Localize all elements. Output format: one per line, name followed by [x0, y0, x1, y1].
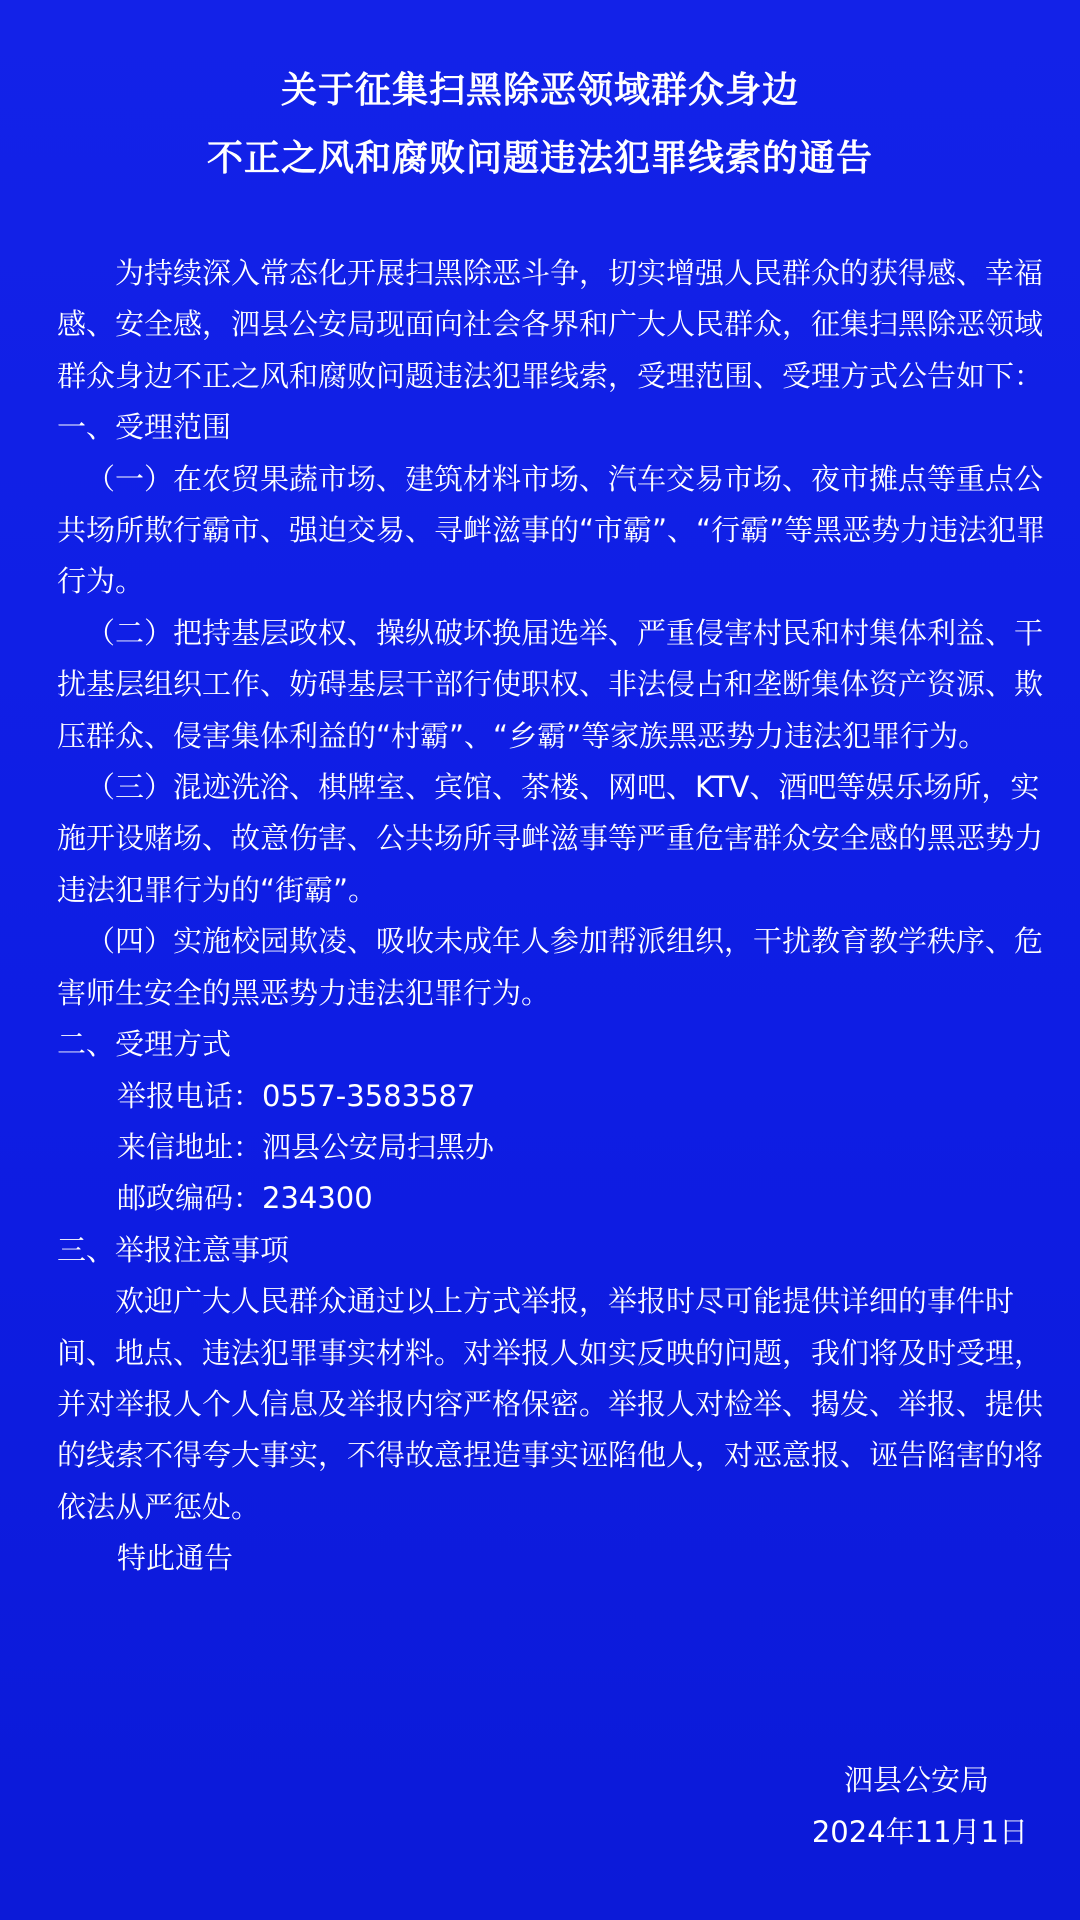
mail-address: 来信地址：泗县公安局扫黑办: [117, 1129, 495, 1164]
section-1-heading: 一、受理范围: [57, 410, 232, 445]
section-1-item-3: （三）混迹洗浴、棋牌室、宾馆、茶楼、网吧、KTV、酒吧等娱乐场所，实施开设赌场、故意伤害、公共场所寻衅滋事等严重危害群众安全感的黑恶势力违法犯罪行为的“街霸”。: [57, 770, 1044, 907]
section-1-item-1: （一）在农贸果蔬市场、建筑材料市场、汽车交易市场、夜市摊点等重点公共场所欺行霸市、强迫交易、寻衅滋事的“市霸”、“行霸”等黑恶势力违法犯罪行为。: [57, 461, 1046, 599]
notice-title-line-1: 关于征集扫黑除恶领域群众身边: [280, 70, 799, 111]
signature-date: 2024年11月1日: [811, 1815, 1028, 1849]
notice-body: [57, 248, 1052, 1585]
section-3-paragraph: 欢迎广大人民群众通过以上方式举报，举报时尽可能提供详细的事件时间、地点、违法犯罪事实材料。对举报人如实反映的问题，我们将及时受理，并对举报人个人信息及举报内容严格保密。举报人对检举、揭发、举报、提供的线索不得夸大事实，不得故意捏造事实诬陷他人，对恶意报、诬告陷害的将依法从严惩处。: [57, 1284, 1044, 1524]
intro-paragraph: 为持续深入常态化开展扫黑除恶斗争，切实增强人民群众的获得感、幸福感、安全感，泗县公安局现面向社会各界和广大人民群众，征集扫黑除恶领域群众身边不正之风和腐败问题违法犯罪线索，受理范围、受理方式公告如下：: [57, 256, 1044, 393]
signature-organization: 泗县公安局: [843, 1763, 989, 1797]
section-1-item-2: （二）把持基层政权、操纵破坏换届选举、严重侵害村民和村集体利益、干扰基层组织工作、妨碍基层干部行使职权、非法侵占和垄断集体资产资源、欺压群众、侵害集体利益的“村霸”、“乡霸”等家族黑恶势力违法犯罪行为。: [57, 615, 1044, 753]
notice-title-line-2: 不正之风和腐败问题违法犯罪线索的通告: [206, 138, 873, 179]
section-2-heading: 二、受理方式: [57, 1027, 232, 1062]
closing-line: 特此通告: [117, 1541, 234, 1576]
section-3-heading: 三、举报注意事项: [57, 1232, 290, 1267]
report-phone: 举报电话：0557-3583587: [117, 1078, 476, 1113]
section-1-item-4: （四）实施校园欺凌、吸收未成年人参加帮派组织，干扰教育教学秩序、危害师生安全的黑恶势力违法犯罪行为。: [57, 924, 1044, 1010]
postal-code: 邮政编码：234300: [117, 1181, 373, 1216]
